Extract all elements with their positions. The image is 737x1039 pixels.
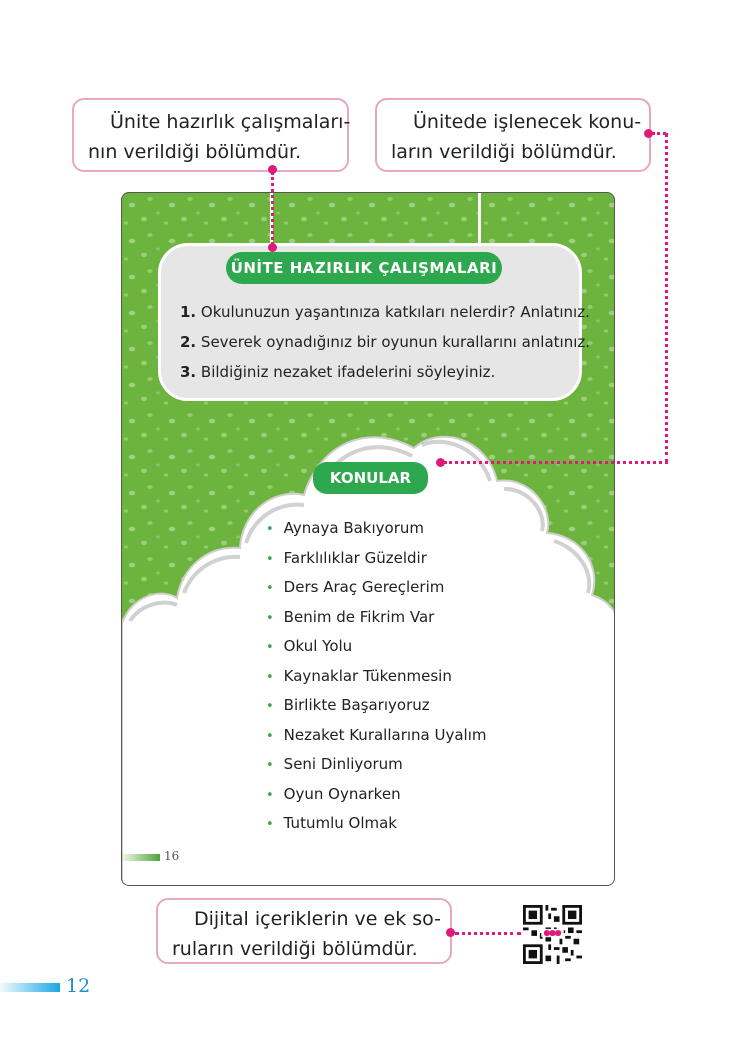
topic-item: • Ders Araç Gereçlerim <box>266 578 445 596</box>
prep-question: 3. Bildiğiniz nezaket ifadelerini söyleyiniz. <box>180 363 496 381</box>
callout-topics-line-1: Ünitede işlenecek konu- <box>413 111 642 133</box>
topic-item: • Birlikte Başarıyoruz <box>266 696 430 714</box>
callout-topics-line-2: ların verildiği bölümdür. <box>391 141 617 163</box>
callout-prep-line-2: nın verildiği bölümdür. <box>88 141 302 163</box>
connector-line <box>444 461 668 464</box>
inner-page-number: 16 <box>164 849 180 863</box>
unit-cover-card <box>121 192 615 886</box>
topic-item: • Farklılıklar Güzeldir <box>266 548 427 567</box>
connector-line <box>455 932 521 935</box>
prep-question: 1. Okulunuzun yaşantınıza katkıları nelerdir? Anlatınız. <box>180 303 590 321</box>
callout-prep <box>72 98 349 172</box>
connector-dot <box>436 458 445 467</box>
connector-dot <box>446 928 455 937</box>
inner-page-bar <box>122 854 160 861</box>
topic-item: • Benim de Fikrim Var <box>266 607 435 626</box>
topic-item: • Seni Dinliyorum <box>266 755 403 773</box>
topic-item: • Okul Yolu <box>266 637 353 655</box>
callout-digital-line-2: ruların verildiği bölümdür. <box>172 938 418 960</box>
callout-topics <box>375 98 651 172</box>
topic-list <box>266 514 596 839</box>
prep-title: ÜNİTE HAZIRLIK ÇALIŞMALARI <box>226 252 502 284</box>
page-number: 12 <box>66 975 91 997</box>
callout-digital-line-1: Dijital içeriklerin ve ek so- <box>194 908 441 930</box>
callout-digital <box>156 898 452 964</box>
connector-dot <box>268 243 277 252</box>
callout-prep-line-1: Ünite hazırlık çalışmaları- <box>110 111 351 133</box>
topic-item: • Nezaket Kurallarına Uyalım <box>266 725 487 744</box>
topics-title: KONULAR <box>313 462 428 494</box>
topic-item: • Kaynaklar Tükenmesin <box>266 666 452 685</box>
page-number-bar <box>0 983 60 992</box>
topic-item: • Aynaya Bakıyorum <box>266 519 425 537</box>
topic-item: • Oyun Oynarken <box>266 784 401 803</box>
connector-line <box>665 133 668 463</box>
connector-line <box>652 132 666 135</box>
qr-code-icon[interactable] <box>523 905 582 964</box>
topic-item: • Tutumlu Olmak <box>266 814 397 832</box>
prep-question: 2. Severek oynadığınız bir oyunun kurallarını anlatınız. <box>180 333 591 351</box>
connector-line <box>271 172 274 245</box>
